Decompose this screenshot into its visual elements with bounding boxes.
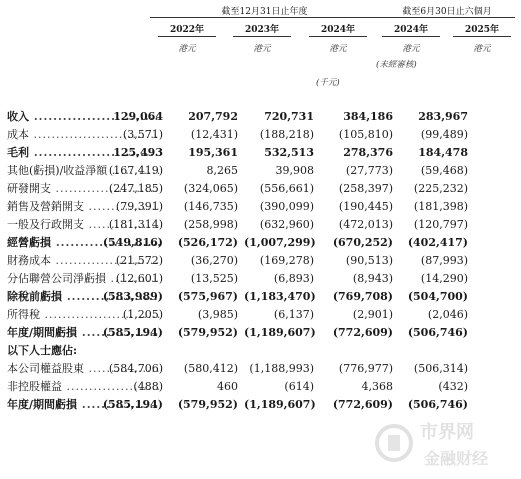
cell-2025-h1: (120,797) <box>413 218 468 231</box>
cell-2024: (1,188,993) <box>249 362 314 375</box>
currency-label: 港元 <box>473 44 491 54</box>
cell-2024: (6,137) <box>273 308 314 321</box>
cell-2022: (3,571) <box>122 128 163 141</box>
row-label: 其他(虧損)/收益淨額 ..... <box>7 162 160 180</box>
row-label: 銷售及營銷開支 ..... <box>7 198 160 216</box>
cell-2023: (580,412) <box>183 362 238 375</box>
cell-2025-h1: (506,314) <box>413 362 468 375</box>
cell-2022: (583,989) <box>102 290 163 303</box>
cell-2024-h1: (90,513) <box>345 254 393 267</box>
cell-2024: (632,960) <box>259 218 314 231</box>
cell-2024: 532,513 <box>264 146 314 159</box>
currency-label: 港元 <box>329 44 347 54</box>
currency-label: 港元 <box>402 44 420 54</box>
cell-2025-h1: (59,468) <box>420 164 468 177</box>
table-row <box>0 234 521 252</box>
cell-2023: (13,525) <box>190 272 238 285</box>
cell-2022: (584,706) <box>108 362 163 375</box>
cell-2024-h1: (772,609) <box>332 398 393 411</box>
table-row <box>0 198 521 216</box>
row-label: 以下人士應佔: <box>7 344 78 357</box>
cell-2024-h1: (2,901) <box>352 308 393 321</box>
group-header-interim-rule <box>379 17 515 18</box>
table-row <box>0 252 521 270</box>
row-label: 成本 ..... <box>7 126 160 144</box>
cell-2023: (3,985) <box>197 308 238 321</box>
currency-label: 港元 <box>178 44 196 54</box>
cell-2025-h1: (225,232) <box>413 182 468 195</box>
cell-2025-h1: (181,398) <box>413 200 468 213</box>
cell-2022: (247,185) <box>108 182 163 195</box>
row-label: 一般及行政開支 ..... <box>7 216 160 234</box>
cell-2022: (549,816) <box>102 236 163 249</box>
year-header-2025-h1: 2025年 <box>464 25 500 35</box>
cell-2022: (1,205) <box>122 308 163 321</box>
cell-2024-h1: (772,609) <box>332 326 393 339</box>
cell-2022: 129,064 <box>113 110 163 123</box>
cell-2024-h1: (27,773) <box>345 164 393 177</box>
cell-2022: (585,194) <box>102 398 163 411</box>
cell-2025-h1: (432) <box>438 380 468 393</box>
cell-2023: (36,270) <box>190 254 238 267</box>
cell-2024: (614) <box>284 380 314 393</box>
watermark-top-text: 市界网 <box>420 422 474 443</box>
cell-2023: (258,998) <box>183 218 238 231</box>
cell-2024: 39,908 <box>275 164 314 177</box>
cell-2023: 460 <box>217 380 238 393</box>
cell-2023: (146,735) <box>183 200 238 213</box>
year-header-2024-h1: 2024年 <box>393 25 429 35</box>
cell-2024-h1: (8,943) <box>352 272 393 285</box>
cell-2024-h1: (258,397) <box>338 182 393 195</box>
table-row <box>0 378 521 396</box>
table-row <box>0 180 521 198</box>
group-header-interim: 截至6月30日止六個月 <box>402 7 492 17</box>
watermark-logo <box>372 410 521 476</box>
table-row <box>0 360 521 378</box>
cell-2025-h1: (504,700) <box>407 290 468 303</box>
year-header-2024: 2024年 <box>320 25 356 35</box>
cell-2023: (12,431) <box>190 128 238 141</box>
cell-2024-h1: (776,977) <box>338 362 393 375</box>
cell-2024-h1: (472,013) <box>338 218 393 231</box>
cell-2025-h1: (87,993) <box>420 254 468 267</box>
cell-2022: (12,601) <box>115 272 163 285</box>
row-label: 毛利 ..... <box>7 144 160 162</box>
cell-2024: (1,183,470) <box>244 290 316 303</box>
row-label: 收入 ..... <box>7 108 160 126</box>
cell-2025-h1: (506,746) <box>407 326 468 339</box>
table-row <box>0 324 521 342</box>
table-row <box>0 288 521 306</box>
cell-2022: (181,314) <box>108 218 163 231</box>
row-label: 分佔聯營公司淨虧損 ..... <box>7 270 160 288</box>
cell-2023: 8,265 <box>206 164 238 177</box>
cell-2024-h1: 4,368 <box>361 380 393 393</box>
table-row <box>0 270 521 288</box>
year-header-2022: 2022年 <box>169 25 205 35</box>
table-row <box>0 144 521 162</box>
cell-2024-h1: (670,252) <box>332 236 393 249</box>
group-header-annual: 截至12月31日止年度 <box>221 7 308 17</box>
cell-2022: (79,391) <box>115 200 163 213</box>
cell-2024: 720,731 <box>264 110 314 123</box>
year-rule <box>453 36 511 37</box>
table-row <box>0 306 521 324</box>
cell-2023: (579,952) <box>177 398 238 411</box>
table-row <box>0 216 521 234</box>
row-label: 本公司權益股東 ..... <box>7 360 160 378</box>
table-row <box>0 126 521 144</box>
cell-2022: (167,419) <box>108 164 163 177</box>
row-label: 年度/期間虧損 ..... <box>7 324 160 342</box>
row-label: 年度/期間虧損 ..... <box>7 396 160 414</box>
cell-2024: (1,189,607) <box>244 326 316 339</box>
cell-2025-h1: (506,746) <box>407 398 468 411</box>
thousand-note: (千元) <box>316 78 340 88</box>
cell-2025-h1: (402,417) <box>407 236 468 249</box>
cell-2025-h1: 283,967 <box>418 110 468 123</box>
table-row <box>0 162 521 180</box>
cell-2024: (188,218) <box>259 128 314 141</box>
cell-2024: (390,099) <box>259 200 314 213</box>
cell-2023: 195,361 <box>188 146 238 159</box>
cell-2024-h1: 384,186 <box>343 110 393 123</box>
cell-2025-h1: (2,046) <box>427 308 468 321</box>
row-label: 研發開支 ..... <box>7 180 160 198</box>
cell-2024-h1: (190,445) <box>338 200 393 213</box>
cell-2025-h1: (14,290) <box>420 272 468 285</box>
row-label: 財務成本 ..... <box>7 252 160 270</box>
group-header-annual-rule <box>150 17 379 18</box>
cell-2023: (575,967) <box>177 290 238 303</box>
row-label: 除稅前虧損 ..... <box>7 288 160 306</box>
cell-2022: 125,493 <box>113 146 163 159</box>
table-row <box>0 108 521 126</box>
watermark-bottom-text: 金融财经 <box>424 449 489 468</box>
cell-2023: (324,065) <box>183 182 238 195</box>
cell-2024: (556,661) <box>259 182 314 195</box>
cell-2024-h1: (105,810) <box>338 128 393 141</box>
cell-2022: (21,572) <box>115 254 163 267</box>
cell-2024: (1,189,607) <box>244 398 316 411</box>
cell-2025-h1: (99,489) <box>420 128 468 141</box>
row-label: 所得稅 ..... <box>7 306 160 324</box>
cell-2022: (585,194) <box>102 326 163 339</box>
row-label: 非控股權益 ..... <box>7 378 160 396</box>
year-rule <box>233 36 291 37</box>
cell-2024: (6,893) <box>273 272 314 285</box>
row-label: 經營虧損 ..... <box>7 234 160 252</box>
year-rule <box>382 36 440 37</box>
cell-2023: (526,172) <box>177 236 238 249</box>
currency-label: 港元 <box>253 44 271 54</box>
cell-2024-h1: 278,376 <box>343 146 393 159</box>
table-row <box>0 342 521 360</box>
cell-2024-h1: (769,708) <box>332 290 393 303</box>
cell-2023: 207,792 <box>188 110 238 123</box>
year-rule <box>158 36 216 37</box>
cell-2025-h1: 184,478 <box>418 146 468 159</box>
year-header-2023: 2023年 <box>244 25 280 35</box>
cell-2024: (169,278) <box>259 254 314 267</box>
cell-2024: (1,007,299) <box>244 236 316 249</box>
year-rule <box>309 36 367 37</box>
unaudited-note: (未經審核) <box>376 60 417 70</box>
cell-2022: (488) <box>133 380 163 393</box>
cell-2023: (579,952) <box>177 326 238 339</box>
